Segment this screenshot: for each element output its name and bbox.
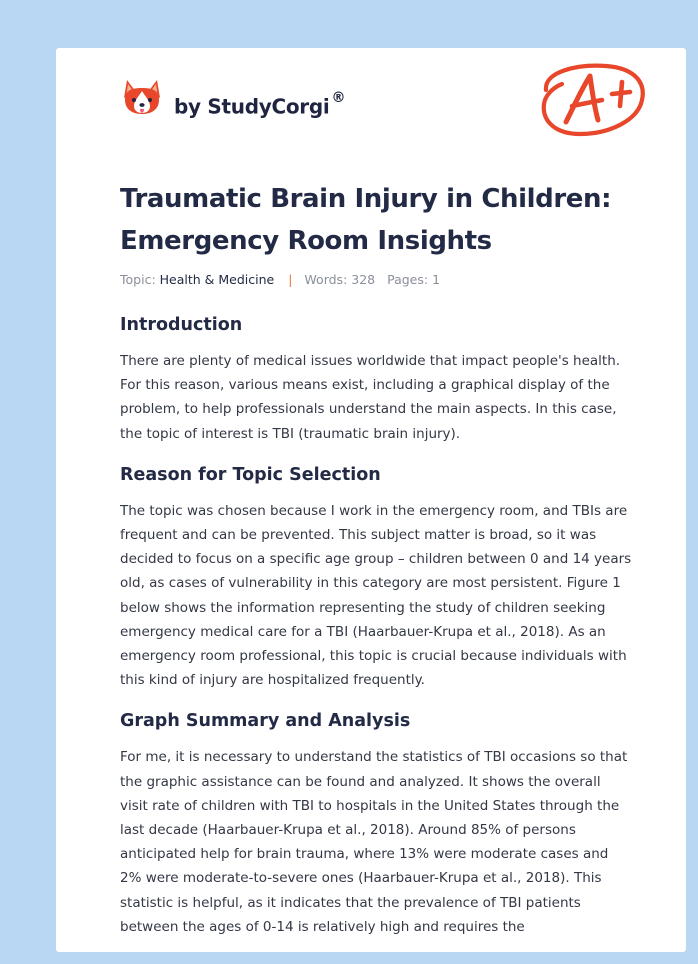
topic-label: Topic: <box>120 272 156 287</box>
article-body <box>120 178 632 939</box>
brand-name[interactable]: by StudyCorgi ® <box>174 90 346 119</box>
section-paragraph-introduction: There are plenty of medical issues worldwide that impact people's health. For this reason, various means exist, including a graphical display of the problem, to help professionals understand the main aspects. In this case, the topic of interest is TBI (traumatic brain injury). <box>120 353 621 442</box>
meta-separator: | <box>288 272 293 287</box>
topic-link[interactable]: Health & Medicine <box>159 272 275 287</box>
words-value: 328 <box>351 272 376 287</box>
section-paragraph-reason: The topic was chosen because I work in the emergency room, and TBIs are frequent and can be prevented. This subject matter is broad, so it was decided to focus on a specific age group – children between 0 and 14 years old, as cases of vulnerability in this category are most persistent. Figure 1 below shows the information representing the study of children seeking emergency medical care for a TBI (Haarbauer-Krupa et al., 2018). As an emergency room professional, this topic is crucial because individuals with this kind of injury are hospitalized frequently. <box>120 502 632 689</box>
words-label: Words: <box>304 272 348 287</box>
document-page <box>56 48 686 952</box>
page-title: Traumatic Brain Injury in Children: Emergency Room Insights <box>120 184 612 256</box>
page-header <box>56 48 686 168</box>
section-heading-reason: Reason for Topic Selection <box>120 464 381 485</box>
pages-value: 1 <box>432 272 441 287</box>
pages-label: Pages: <box>387 272 429 287</box>
a-plus-grade-stamp <box>536 60 648 140</box>
document-meta <box>120 272 632 287</box>
section-heading-graph-summary: Graph Summary and Analysis <box>120 711 411 732</box>
section-heading-introduction: Introduction <box>120 315 243 335</box>
section-paragraph-graph-summary: For me, it is necessary to understand the statistics of TBI occasions so that the graphic assistance can be found and analyzed. It shows the overall visit rate of children with TBI to hospitals in the United States through the last decade (Haarbauer-Krupa et al., 2018). Around 85% of persons anticipated help for brain trauma, where 13% were moderate cases and 2% were moderate-to-severe ones (Haarbauer-Krupa et al., 2018). This statistic is helpful, as it indicates that the prevalence of TBI patients between the ages of 0-14 is relatively high and requires the <box>120 749 628 935</box>
registered-mark: ® <box>331 90 346 106</box>
corgi-logo-icon[interactable] <box>122 76 162 120</box>
